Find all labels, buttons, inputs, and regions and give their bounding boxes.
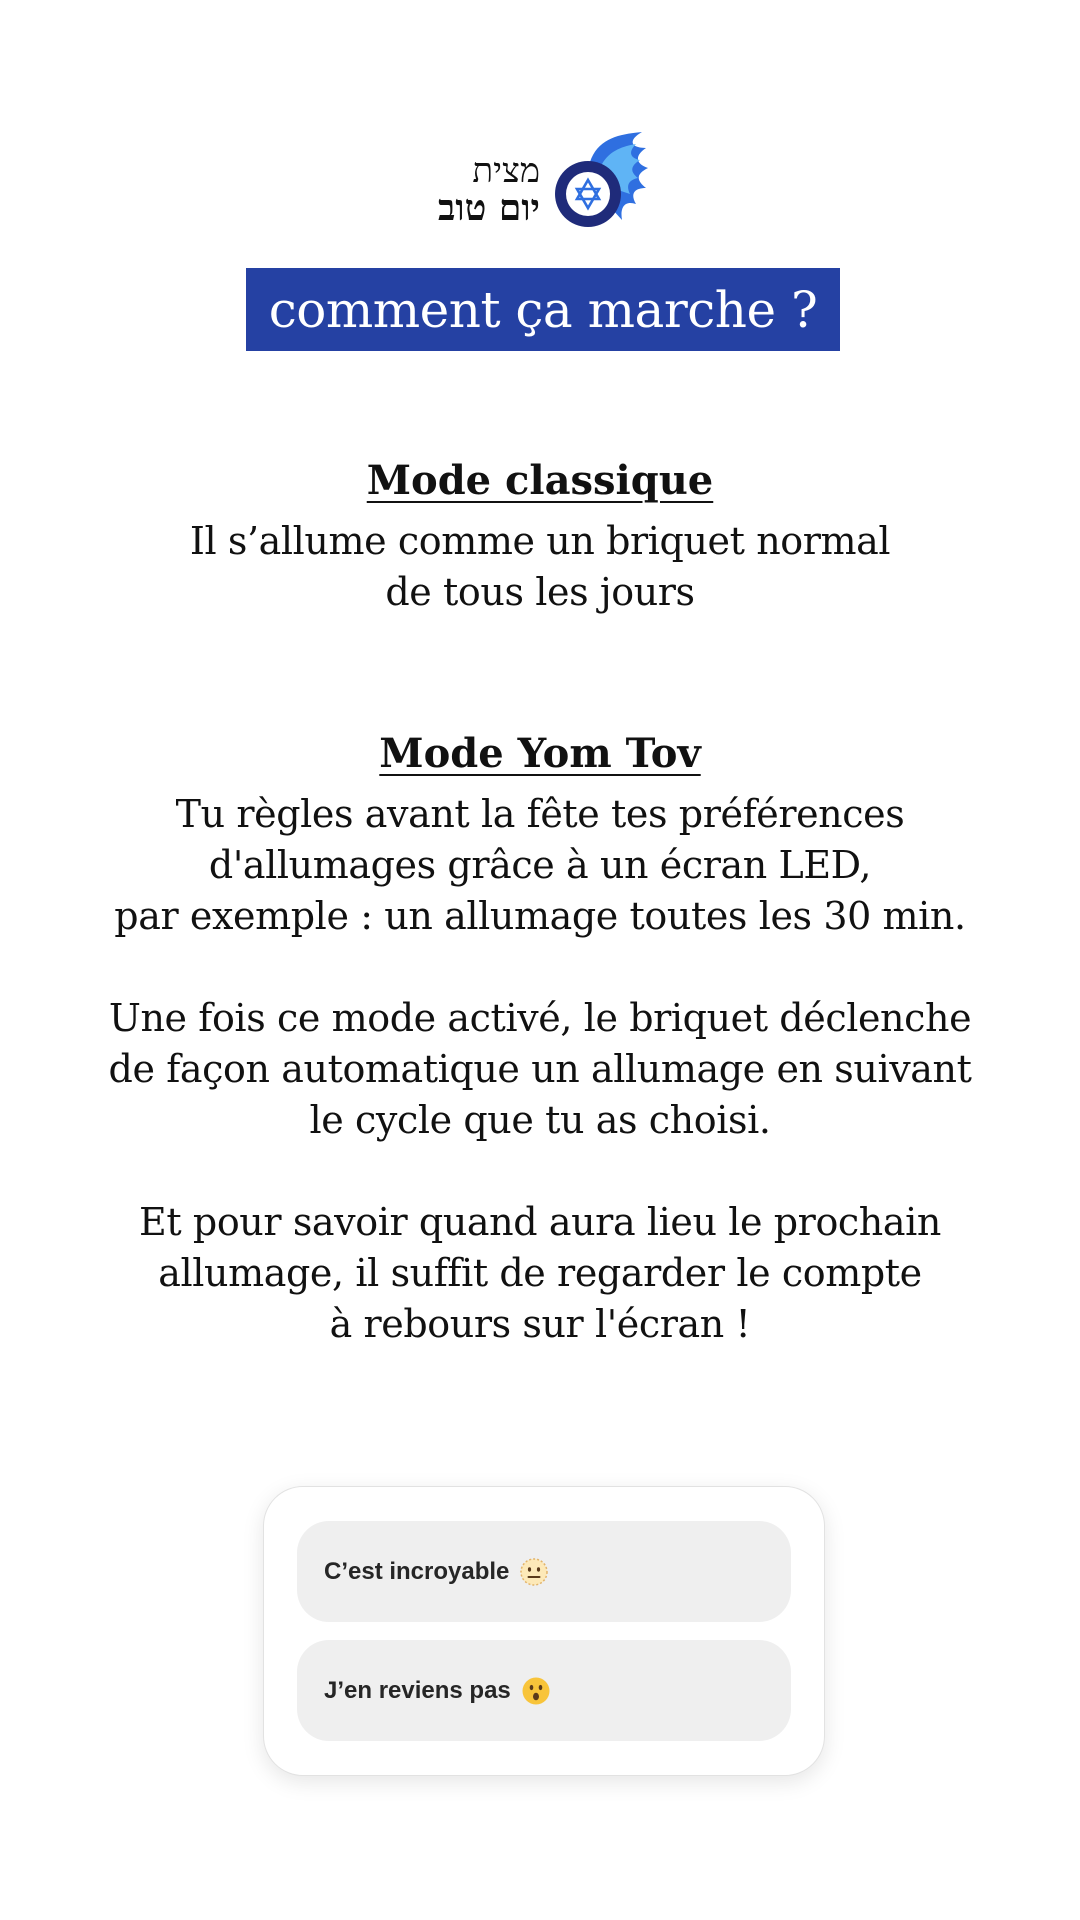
heading-mode-yom-tov: Mode Yom Tov [379,730,701,777]
text-yom-tov-countdown: Et pour savoir quand aura lieu le prochain allumage, il suffit de regarder le compte à rebours sur l'écran ! [139,1200,941,1346]
text-yom-tov-automatic: Une fois ce mode activé, le briquet déclenche de façon automatique un allumage en suivant le cycle que tu as choisi. [108,996,972,1142]
poll-option-label: C’est incroyable [324,1557,510,1585]
logo-text [438,151,540,229]
poll-option-label: J’en reviens pas [324,1676,511,1704]
poll-card [263,1486,825,1776]
heading-mode-classique: Mode classique [366,457,714,504]
surprised-face-emoji-icon [521,1676,551,1706]
logo-line-1: מצית [472,151,540,191]
poll-option-incroyable[interactable] [297,1521,791,1622]
title-banner [246,268,840,351]
section-mode-yom-tov [0,729,1080,1350]
text-yom-tov-settings: Tu règles avant la fête tes préférences d'allumages grâce à un écran LED, par exemple : un allumage toutes les 30 min. [114,792,966,938]
logo-line-2: יום טוב [438,187,540,229]
brand-logo [430,128,660,240]
flame-star-of-david-icon [550,128,650,240]
section-mode-classique [0,456,1080,618]
page-title: comment ça marche ? [268,280,818,339]
text-mode-classique: Il s’allume comme un briquet normal de tous les jours [189,519,891,614]
neutral-face-emoji-icon [519,1557,549,1587]
poll-option-en-reviens-pas[interactable] [297,1640,791,1741]
